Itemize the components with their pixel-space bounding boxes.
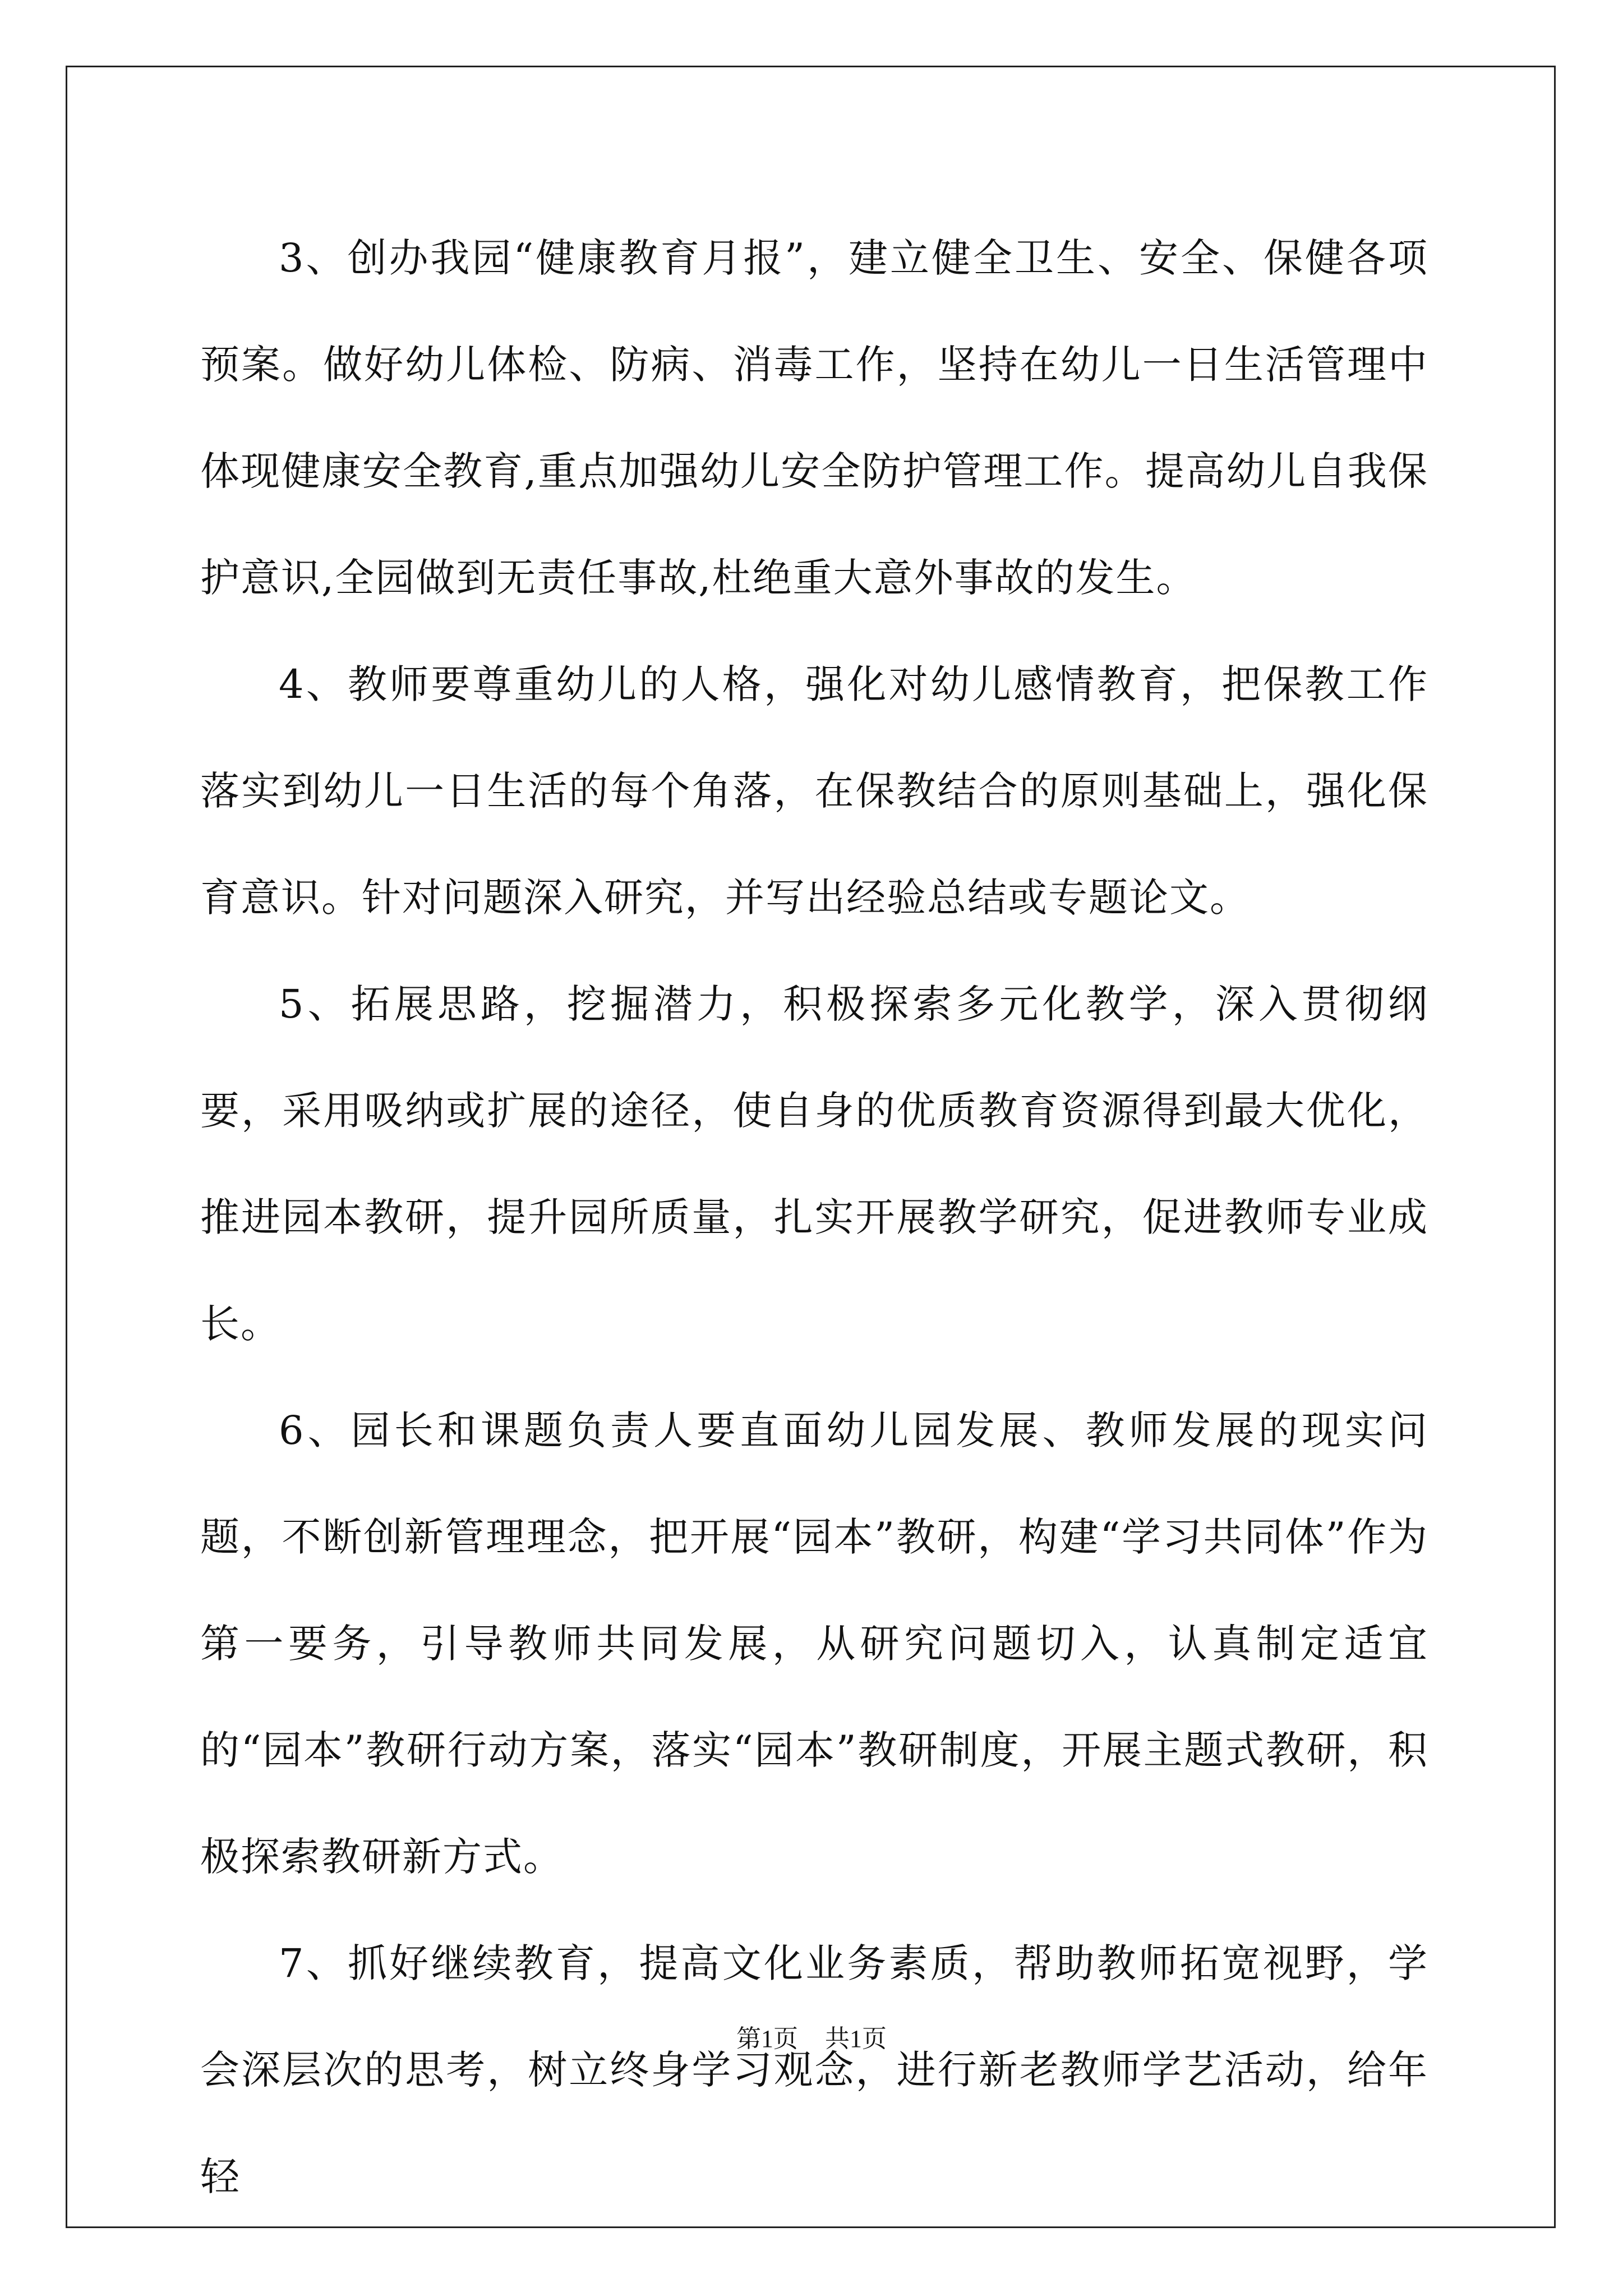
page-count: 共1页: [825, 2025, 887, 2053]
document-body: [200, 205, 1428, 2230]
paragraph-7: 7、抓好继续教育，提高文化业务素质，帮助教师拓宽视野，学会深层次的思考，树立终身学习观念，进行新老教师学艺活动，给年轻: [200, 1940, 1428, 2200]
paragraph-5: 5、拓展思路，挖掘潜力，积极探索多元化教学，深入贯彻纲要，采用吸纳或扩展的途径，使自身的优质教育资源得到最大优化，推进园本教研，提升园所质量，扎实开展教学研究，促进教师专业成长。: [200, 981, 1428, 1347]
page-number: 第1页: [736, 2025, 798, 2053]
paragraph-4: 4、教师要尊重幼儿的人格，强化对幼儿感情教育，把保教工作落实到幼儿一日生活的每个角落，在保教结合的原则基础上，强化保育意识。针对问题深入研究，并写出经验总结或专题论文。: [200, 661, 1428, 921]
paragraph-3: 3、创办我园“健康教育月报”，建立健全卫生、安全、保健各项预案。做好幼儿体检、防病、消毒工作，坚持在幼儿一日生活管理中体现健康安全教育,重点加强幼儿安全防护管理工作。提高幼儿自我保护意识,全园做到无责任事故,杜绝重大意外事故的发生。: [200, 235, 1428, 601]
page-footer: [0, 2018, 1623, 2054]
paragraph-6: 6、园长和课题负责人要直面幼儿园发展、教师发展的现实问题，不断创新管理理念，把开展“园本”教研，构建“学习共同体”作为第一要务，引导教师共同发展，从研究问题切入，认真制定适宜的“园本”教研行动方案，落实“园本”教研制度，开展主题式教研，积极探索教研新方式。: [200, 1407, 1428, 1880]
